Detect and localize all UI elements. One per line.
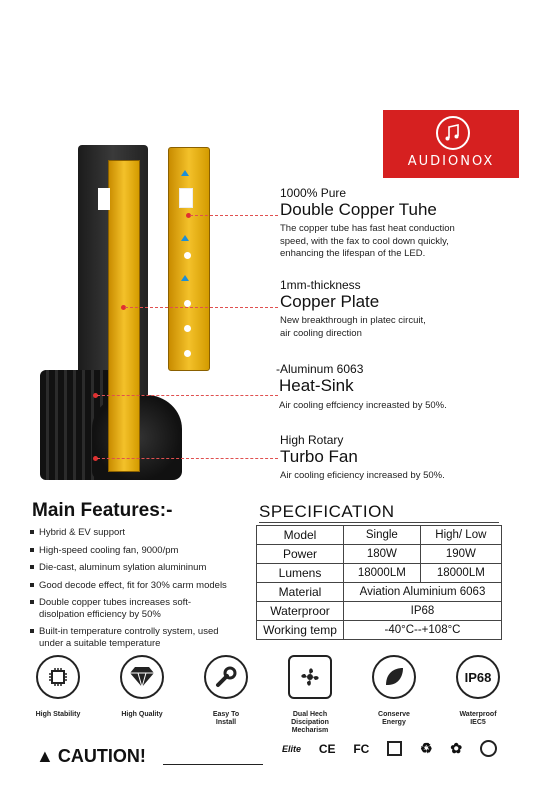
spec-row (257, 602, 502, 621)
led-dot (184, 325, 191, 332)
recycle-cert-icon: ♻ (420, 740, 433, 756)
feature-item: Good decode effect, fit for 30% carm models (30, 580, 255, 592)
spec-value: Single (344, 526, 421, 545)
chip-icon (36, 655, 80, 699)
icon-cell (102, 655, 182, 735)
callout-copper-tube (280, 186, 530, 261)
callout-title: Heat-Sink (279, 376, 354, 395)
spec-key: Model (257, 526, 344, 545)
spec-value: -40°C--+108°C (344, 621, 502, 640)
spec-divider (259, 522, 499, 523)
callout-kicker: High Rotary (280, 433, 344, 447)
spec-title: SPECIFICATION (259, 502, 395, 521)
callout-title: Copper Plate (280, 292, 380, 311)
waterproof-badge: IP68 (464, 669, 492, 685)
icon-label: Install (215, 719, 237, 726)
icon-label: IEC5 (470, 719, 486, 726)
icon-label: High Quality (121, 711, 163, 718)
callout-desc: The copper tube has fast heat conduction (280, 223, 455, 234)
spec-value: 18000LM (420, 564, 501, 583)
icon-label: Dual Hech Discipation (291, 711, 329, 726)
icon-cell (354, 655, 434, 735)
icon-cell (18, 655, 98, 735)
leader-line (97, 458, 278, 459)
diamond-icon (120, 655, 164, 699)
brand-logo (383, 110, 519, 178)
callout-kicker: 1000% Pure (280, 186, 347, 200)
leaf-icon (372, 655, 416, 699)
features-list (30, 527, 255, 649)
icon-cell (270, 655, 350, 735)
circle-cert-icon (480, 740, 497, 757)
copper-tube-left (108, 160, 140, 472)
callout-turbo-fan (280, 433, 530, 483)
led-dot (184, 300, 191, 307)
features-title: Main Features:- (32, 500, 173, 521)
fc-cert-icon: FC (353, 741, 370, 756)
icon-label: Energy (382, 719, 406, 726)
arrow-up-icon (181, 235, 189, 241)
caution-text: CAUTION! (57, 746, 146, 766)
flower-cert-icon: ✿ (450, 740, 463, 756)
icon-label: Conserve (378, 711, 410, 718)
leader-line (190, 215, 278, 216)
callout-desc: Air cooling eficiency increased by 50%. (280, 470, 445, 481)
arrow-up-icon (181, 275, 189, 281)
spec-key: Working temp (257, 621, 344, 640)
leader-line (125, 307, 278, 308)
callout-title: Double Copper Tuhe (280, 200, 437, 219)
feature-icons-row (18, 655, 518, 735)
spec-key: Waterproor (257, 602, 344, 621)
icon-label: Mecharism (291, 727, 329, 734)
icon-label: High Stability (35, 711, 81, 718)
callout-heat-sink (276, 362, 530, 413)
icon-cell (186, 655, 266, 735)
callout-kicker: -Aluminum 6063 (276, 362, 364, 376)
feature-item: High-speed cooling fan, 9000/pm (30, 545, 255, 557)
led-dot (184, 350, 191, 357)
callout-desc: speed, with the fax to cool down quickly, (280, 235, 449, 247)
certification-row (282, 740, 497, 757)
warning-icon: ▲ (36, 746, 54, 766)
waterproof-icon (456, 655, 500, 699)
led-chip-side (98, 188, 110, 210)
feature-item: Built-in temperature controlly system, used under a suitable temperature (30, 626, 255, 649)
spec-key: Lumens (257, 564, 344, 583)
spec-table (256, 525, 502, 640)
square-cert-icon (387, 741, 402, 756)
music-note-icon (436, 116, 470, 150)
copper-tube-right (168, 147, 210, 371)
spec-row (257, 564, 502, 583)
callout-desc: enhancing the lifespan of the LED. (280, 248, 426, 259)
spec-row (257, 545, 502, 564)
callout-copper-plate (280, 278, 530, 340)
feature-item: Die-cast, aluminum sylation alumininum (30, 562, 255, 574)
callout-desc: Air cooling effciency increasted by 50%. (279, 400, 447, 411)
spec-key: Power (257, 545, 344, 564)
callout-title: Turbo Fan (280, 447, 358, 466)
callout-desc: air cooling direction (280, 327, 362, 339)
caution-underline (163, 764, 263, 765)
spec-value: IP68 (344, 602, 502, 621)
feature-item: Double copper tubes increases soft- disolpation efficiency by 50% (30, 597, 255, 620)
callout-kicker: 1mm-thickness (280, 278, 361, 292)
leader-line (97, 395, 278, 396)
spec-value: 190W (420, 545, 501, 564)
spec-row (257, 583, 502, 602)
icon-label: Waterproof (459, 711, 497, 718)
brand-name: AUDIONOX (407, 154, 495, 169)
spec-value: 18000LM (344, 564, 421, 583)
elite-cert-icon: Elite (282, 743, 302, 754)
callout-desc: New breakthrough in platec circuit, (280, 315, 426, 326)
icon-label: Easy To (212, 711, 240, 718)
spec-row (257, 526, 502, 545)
feature-item: Hybrid & EV support (30, 527, 255, 539)
spec-value: 180W (344, 545, 421, 564)
caution-banner (36, 746, 146, 767)
arrow-up-icon (181, 170, 189, 176)
wrench-icon (204, 655, 248, 699)
spec-row (257, 621, 502, 640)
spec-value: High/ Low (420, 526, 501, 545)
led-dot (184, 252, 191, 259)
spec-key: Material (257, 583, 344, 602)
ce-cert-icon: CE (318, 741, 336, 756)
spec-value: Aviation Aluminium 6063 (344, 583, 502, 602)
fan-icon (288, 655, 332, 699)
icon-cell (438, 655, 518, 735)
led-chip (179, 188, 193, 208)
